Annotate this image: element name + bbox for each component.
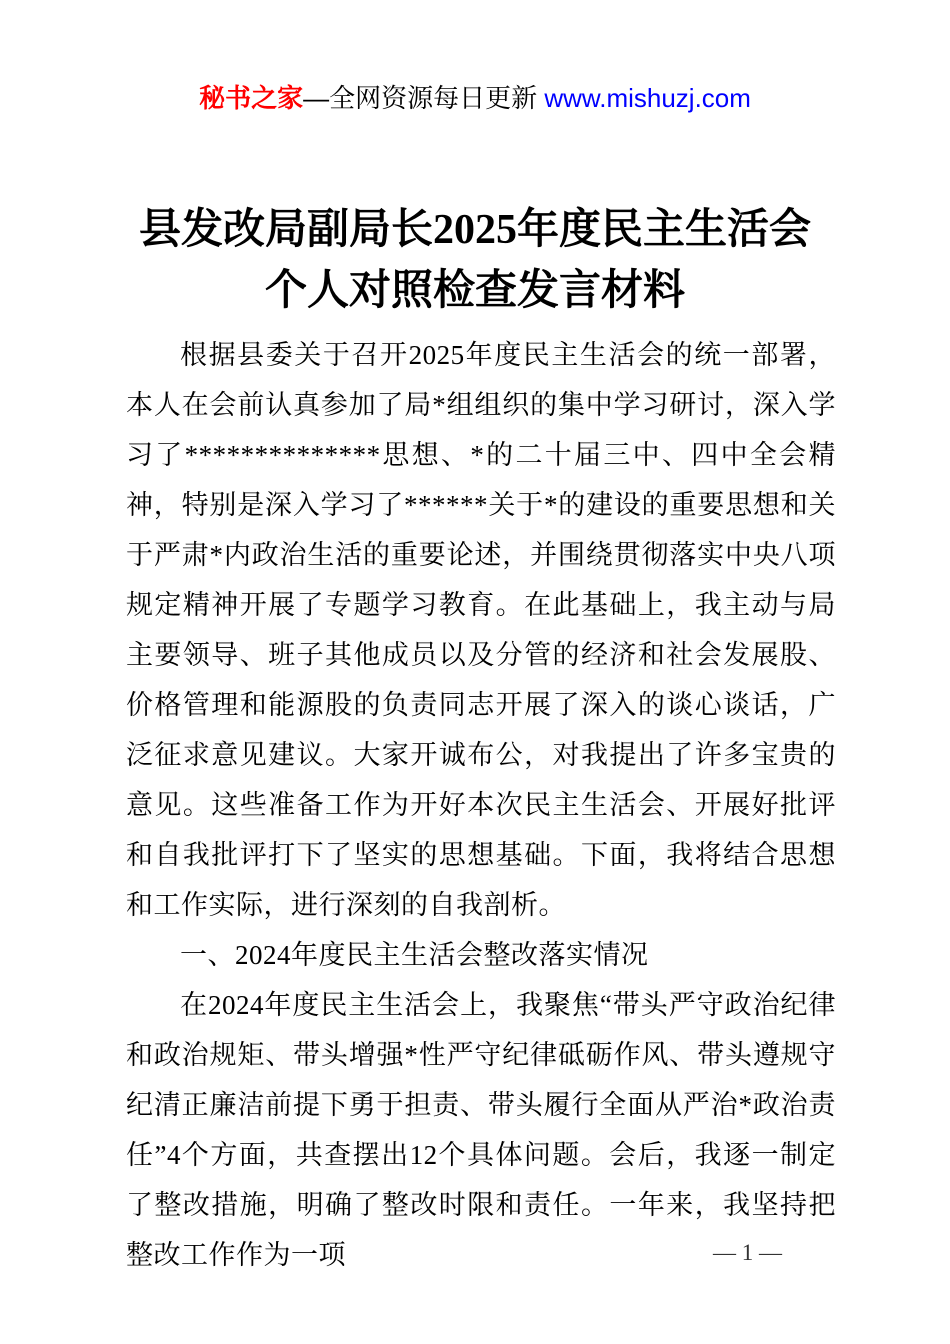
site-brand: 秘书之家 <box>199 83 304 113</box>
page-number: — 1 — <box>713 1240 782 1265</box>
section-heading: 一、2024年度民主生活会整改落实情况 <box>180 940 649 970</box>
site-tagline: —全网资源每日更新 <box>303 83 545 113</box>
document-title-text: 县发改局副局长2025年度民主生活会个人对照检查发言材料 <box>138 207 811 315</box>
site-header <box>120 82 830 114</box>
paragraph: 在2024年度民主生活会上，我聚焦“带头严守政治纪律和政治规矩、带头增强*性严守纪律砥砺作风、带头遵规守纪清正廉洁前提下勇于担责、带头履行全面从严治*政治责任”4个方面，共查摆出12个具体问题。会后，我逐一制定了整改措施，明确了整改时限和责任。一年来，我坚持把整改工作作为一项 <box>126 990 836 1270</box>
site-url-link[interactable]: www.mishuzj.com <box>544 83 751 113</box>
document-title <box>120 200 830 322</box>
document-body <box>126 330 836 1280</box>
paragraph: 根据县委关于召开2025年度民主生活会的统一部署，本人在会前认真参加了局*组组织的集中学习研讨，深入学习了**************思想、*的二十届三中、四中全会精神，特别是深入学习了******关于*的建设的重要思想和关于严肃*内政治生活的重要论述，并围绕贯彻落实中央八项规定精神开展了专题学习教育。在此基础上，我主动与局主要领导、班子其他成员以及分管的经济和社会发展股、价格管理和能源股的负责同志开展了深入的谈心谈话，广泛征求意见建议。大家开诚布公，对我提出了许多宝贵的意见。这些准备工作为开好本次民主生活会、开展好批评和自我批评打下了坚实的思想基础。下面，我将结合思想和工作实际，进行深刻的自我剖析。 <box>126 340 836 920</box>
